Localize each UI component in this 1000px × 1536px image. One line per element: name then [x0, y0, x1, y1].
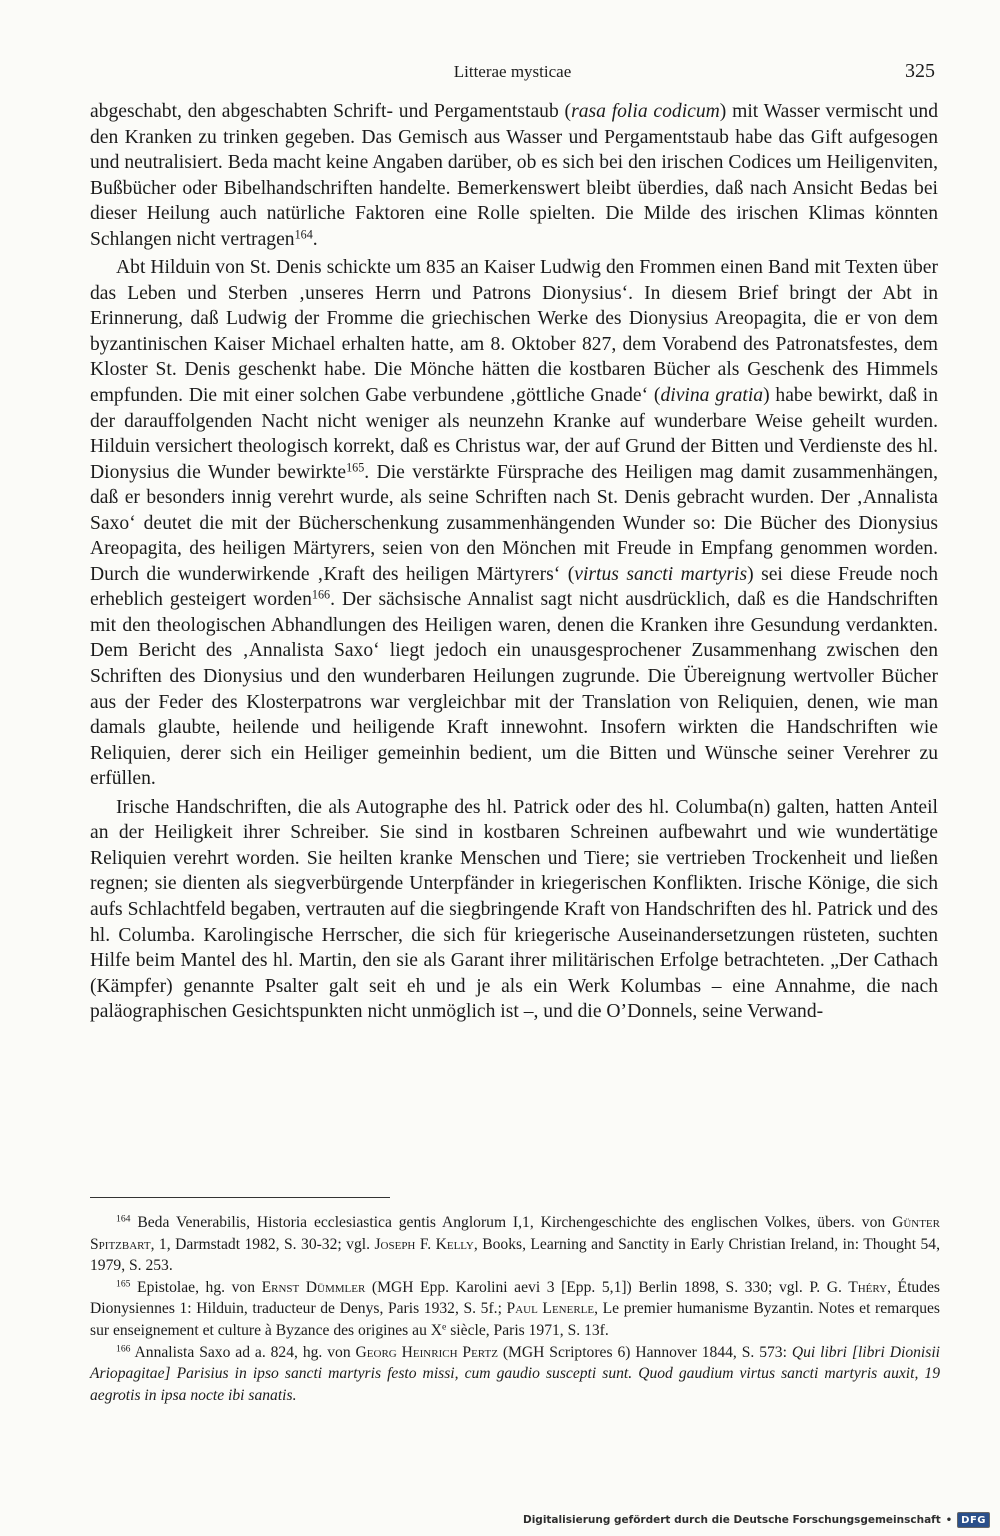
author-name: Joseph F. Kelly	[374, 1235, 474, 1253]
footnote-165	[90, 1277, 940, 1342]
author-name: Georg Heinrich Pertz	[355, 1343, 498, 1361]
text-run: abgeschabt, den abgeschabten Schrift- und Pergamentstaub (	[90, 101, 572, 122]
text-run: Epistolae, hg. von	[130, 1278, 262, 1296]
footnote-ref-165[interactable]: 165	[346, 459, 365, 474]
text-run: Abt Hilduin von St. Denis schickte um 835 an Kaiser Ludwig den Frommen einen Band mit Texten über das Leben und Sterben ‚unseres Herrn und Patrons Dionysius‘. In diesem Brief bringt der Abt in Erinnerung, daß Ludwig der Fromme die griechischen Werke des Dionysius Areopagita, die er von dem byzantinischen Kaiser Michael erhalten hatte, am 8. Oktober 827, dem Vorabend des Patronatsfestes, dem Kloster St. Denis geschenkt habe. Die Mönche hätten die kostbaren Bücher als Geschenk des Himmels empfunden. Die mit einer solchen Gabe verbundene ‚göttliche Gnade‘ (	[90, 257, 938, 407]
separator-dot: •	[945, 1514, 953, 1526]
paragraph-3: Irische Handschriften, die als Autographe des hl. Patrick oder des hl. Columba(n) galten, hatten Anteil an der Heiligkeit ihrer Schreiber. Sie sind in kostbaren Schreinen aufbewahrt und wie wundertätige Reliquien verehrt worden. Sie heilten kranke Menschen und Tiere; sie vertrieben Trockenheit und ließen regnen; sie dienten als siegverbürgende Unterpfänder in kriegerischen Konflikten. Irische Könige, die sich aufs Schlachtfeld begaben, vertrauten auf die siegbringende Kraft von Handschriften des hl. Patrick und des hl. Columba. Karolingische Herrscher, die sich für kriegerische Auseinandersetzungen rüsteten, suchten Hilfe beim Mantel des hl. Martin, den sie als Garant ihrer militärischen Erfolge betrachteten. „Der Cathach (Kämpfer) genannte Psalter galt seit eh und je als ein Werk Kolumbas – eine Annahme, die nach paläographischen Gesichtspunkten nicht unmöglich ist –, und die O’Donnels, seine Verwand-	[90, 796, 938, 1023]
superscript-e: e	[442, 1321, 447, 1333]
sponsor-bar	[523, 1508, 990, 1532]
text-run: .	[312, 228, 318, 250]
text-run: ) habe bewirkt, daß in der darauffolgenden Nacht nicht weniger als neunzehn Kranke auf wunderbare Weise geheilt wurden. Hilduin versichert theologisch korrekt, daß es Christus war, der auf Grund der Bitten und Verdienste des hl. Dionysius die Wunder bewirkte	[90, 385, 938, 483]
footnote-164	[90, 1212, 940, 1277]
footnote-166	[90, 1342, 940, 1407]
text-run: , Études Dionysiennes 1: Hilduin, traducteur de Denys, Paris 1932, S. 5f.;	[90, 1278, 940, 1318]
author-name: P. G. Théry	[809, 1278, 888, 1296]
paragraph-2	[90, 255, 938, 791]
author-name: Ernst Dümmler	[261, 1278, 366, 1296]
text-run: . Der sächsische Annalist sagt nicht ausdrücklich, daß es die Handschriften mit den theologischen Abhandlungen des Heiligen waren, denen die Kranken ihre Gesundung verdankten. Dem Bericht des ‚Annalista Saxo‘ liegt jedoch ein unausgesprochener Zusammenhang zwischen den Schriften des Dionysius und den wunderbaren Heilungen zugrunde. Die Übereignung wertvoller Bücher aus der Feder des Klosterpatrons war vergleichbar mit der Translation von Reliquien, denen, wie man damals glaubte, heilende und heiligende Kraft innewohnt. Insofern wirkten die Handschriften wie Reliquien, derer sich ein Heiliger gemeinhin bedient, um die Bitten und Wünsche seiner Verehrer zu erfüllen.	[90, 589, 938, 790]
author-name: Paul Lenerle	[506, 1300, 595, 1318]
main-text	[90, 99, 938, 1025]
paragraph-1	[90, 99, 938, 252]
footnotes	[90, 1212, 940, 1406]
latin-quote: divina gratia	[660, 385, 764, 407]
latin-quote: virtus sancti martyris	[574, 563, 748, 585]
footnote-ref-164[interactable]: 164	[294, 227, 313, 242]
text-run: (MGH Scriptores 6) Hannover 1844, S. 573:	[497, 1343, 792, 1361]
text-run: Annalista Saxo ad a. 824, hg. von	[130, 1343, 356, 1361]
text-run: . Die verstärkte Fürsprache des Heiligen mag damit zusammenhängen, daß er besonders innig verehrt wurde, als seine Schriften nach St. Denis gebracht wurden. Der ‚Annalista Saxo‘ deutet die mit der Bücherschenkung zusammenhängenden Wunder so: Die Bücher des Dionysius Areopagita, des heiligen Märtyrers, seien von den Mönchen mit Freude in Empfang genommen worden. Durch die wunderwirkende ‚Kraft des heiligen Märtyrers‘ (	[90, 461, 938, 585]
dfg-logo-icon: DFG	[957, 1512, 990, 1528]
text-run: ) mit Wasser vermischt und den Kranken zu trinken gegeben. Das Gemisch aus Wasser und Pergamentstaub habe das Gift aufgesogen und neutralisiert. Beda macht keine Angaben darüber, ob es sich bei den irischen Codices um Heiligenviten, Bußbücher oder Bibelhandschriften handelte. Bemerkenswert bleibt überdies, daß nach Ansicht Bedas bei dieser Heilung auch natürliche Faktoren eine Rolle spielten. Die Milde des irischen Klimas könnten Schlangen nicht vertragen	[90, 101, 938, 250]
footnote-ref-166[interactable]: 166	[311, 587, 331, 602]
text-run: Beda Venerabilis, Historia ecclesiastica gentis Anglorum I,1, Kirchengeschichte des englischen Volkes, übers. von	[130, 1214, 893, 1231]
latin-quote: rasa folia codicum	[571, 101, 720, 122]
footnote-number: 166	[116, 1343, 131, 1355]
sponsor-text: Digitalisierung gefördert durch die Deutsche Forschungsgemeinschaft	[522, 1514, 941, 1526]
footnote-number: 165	[116, 1278, 131, 1290]
text-run: , 1, Darmstadt 1982, S. 30-32; vgl.	[150, 1235, 375, 1253]
page-header	[90, 60, 935, 86]
page-number: 325	[905, 60, 935, 82]
author-name: Günter Spitzbart	[90, 1214, 940, 1253]
text-run: , Le premier humanisme Byzantin. Notes et remarques sur enseignement et culture à Byzance des origines au X	[90, 1300, 940, 1339]
text-run: ) sei diese Freude noch erheblich gesteigert worden	[90, 563, 939, 611]
footnote-divider	[90, 1197, 390, 1198]
running-title: Litterae mysticae	[453, 62, 572, 81]
text-run: siècle, Paris 1971, S. 13f.	[446, 1321, 609, 1339]
text-run: , Books, Learning and Sanctity in Early Christian Ireland, in: Thought 54, 1979, S. 253.	[90, 1235, 940, 1275]
footnote-number: 164	[116, 1213, 131, 1225]
latin-quote: Qui libri [libri Dionisii Ariopagitae] Parisius in ipso sancti martyris festo missi, cum gaudio suscepti sunt. Quod gaudium virtus sancti martyris auxit, 19 aegrotis in ipsa nocte ibi sanatis.	[90, 1343, 940, 1404]
text-run: (MGH Epp. Karolini aevi 3 [Epp. 5,1]) Berlin 1898, S. 330; vgl.	[365, 1278, 810, 1296]
